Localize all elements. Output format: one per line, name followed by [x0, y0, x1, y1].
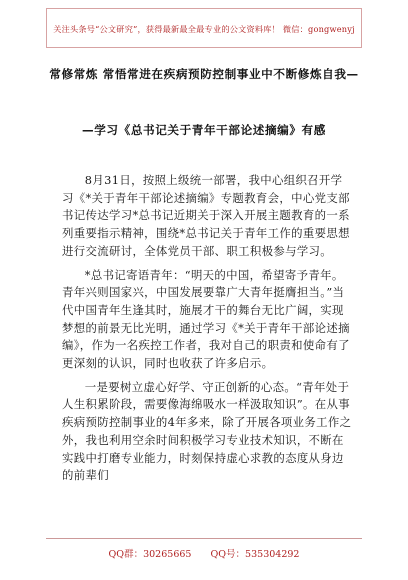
footer-qq-number: QQ号：535304292 — [210, 549, 300, 560]
document-body — [62, 172, 352, 491]
footer-qq-group: QQ群：30265665 — [108, 549, 192, 560]
body-paragraph: *总书记寄语青年：“明天的中国，希望寄予青年。青年兴则国家兴，中国发展要靠广大青年挺膺担当。”当代中国青年生逢其时，施展才干的舞台无比广阔，实现梦想的前景无比光明，通过学习《*关于青年干部论述摘编》，作为一名疾控工作者，我对自己的职责和使命有了更深刻的认识，同时也收获了许多启示。 — [62, 267, 350, 371]
document-title-line2: —学习《总书记关于青年干部论述摘编》有感 — [82, 123, 326, 137]
header-promo-text: 关注头条号“公文研究”，获得最新最全最专业的公文资料库！ 微信：gongwenyj — [53, 24, 355, 34]
body-paragraph: 一是要树立虚心好学、守正创新的心态。“青年处于人生积累阶段，需要像海绵吸水一样汲取知识”。在从事疾病预防控制事业的4年多来，除了开展各项业务工作之外，我也利用空余时间积极学习专业技术知识，不断在实践中打磨专业能力，时刻保持虚心求教的态度从身边的前辈们 — [62, 379, 352, 483]
document-title-line1: 常修常炼 常悟常进在疾病预防控制事业中不断修炼自我— — [49, 67, 359, 81]
footer-contact — [0, 546, 408, 560]
body-paragraph: 8月31日，按照上级统一部署，我中心组织召开学习《*关于青年干部论述摘编》专题教育会，中心党支部书记传达学习*总书记近期关于深入开展主题教育的一系列重要指示精神，围绕*总书记关于青年工作的重要思想进行交流研讨，全体党员干部、职工积极参与学习。 — [62, 173, 350, 258]
footer-divider — [46, 538, 362, 539]
